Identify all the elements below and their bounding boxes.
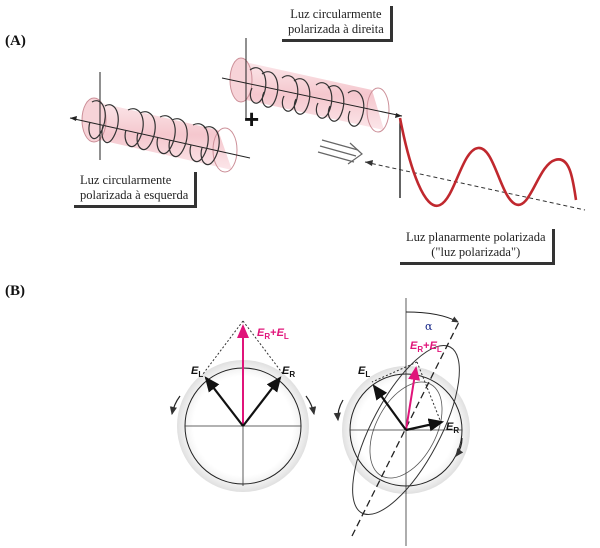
left-vector-diagram [172,321,314,492]
el-main: E [191,365,199,377]
sum-plus-2: + [423,340,430,352]
er-main: E [282,365,290,377]
er-sub: R [289,370,296,379]
panel-b-label: (B) [5,283,25,299]
er-label-left [282,365,295,379]
sum-e-r-main-2: E [410,340,418,352]
caption-left-line-1: Luz circularmente [80,173,172,187]
el-label-right [358,365,370,379]
sum-vector-label-right [410,340,442,354]
caption-plane-line-2: ("luz polarizada") [431,245,521,259]
sum-e-r-main: E [257,327,265,339]
sum-vector-label-left [257,327,289,341]
el-sub-2: L [365,370,371,379]
caption-right-line-2: polarizada à direita [288,22,384,36]
el-main-2: E [358,365,366,377]
sum-e-l-sub-2: L [436,345,442,354]
er-sub-2: R [453,426,460,435]
plus-sign: + [244,104,260,134]
caption-plane-line-1: Luz planarmente polarizada [406,230,546,244]
caption-right-line-1: Luz circularmente [290,7,382,21]
sum-e-l-main-2: E [429,340,437,352]
panel-a-label: (A) [5,33,26,49]
sum-e-r-sub-2: R [417,345,424,354]
sum-plus: + [270,327,277,339]
alpha-label: α [425,320,433,333]
sum-e-r-sub: R [264,332,271,341]
caption-left-line-2: polarizada à esquerda [80,188,189,202]
el-label-left [191,365,203,379]
right-vector-diagram [332,298,480,546]
sum-e-l-sub: L [283,332,289,341]
el-sub: L [198,370,204,379]
er-main-2: E [446,421,454,433]
sum-e-l-main: E [276,327,284,339]
